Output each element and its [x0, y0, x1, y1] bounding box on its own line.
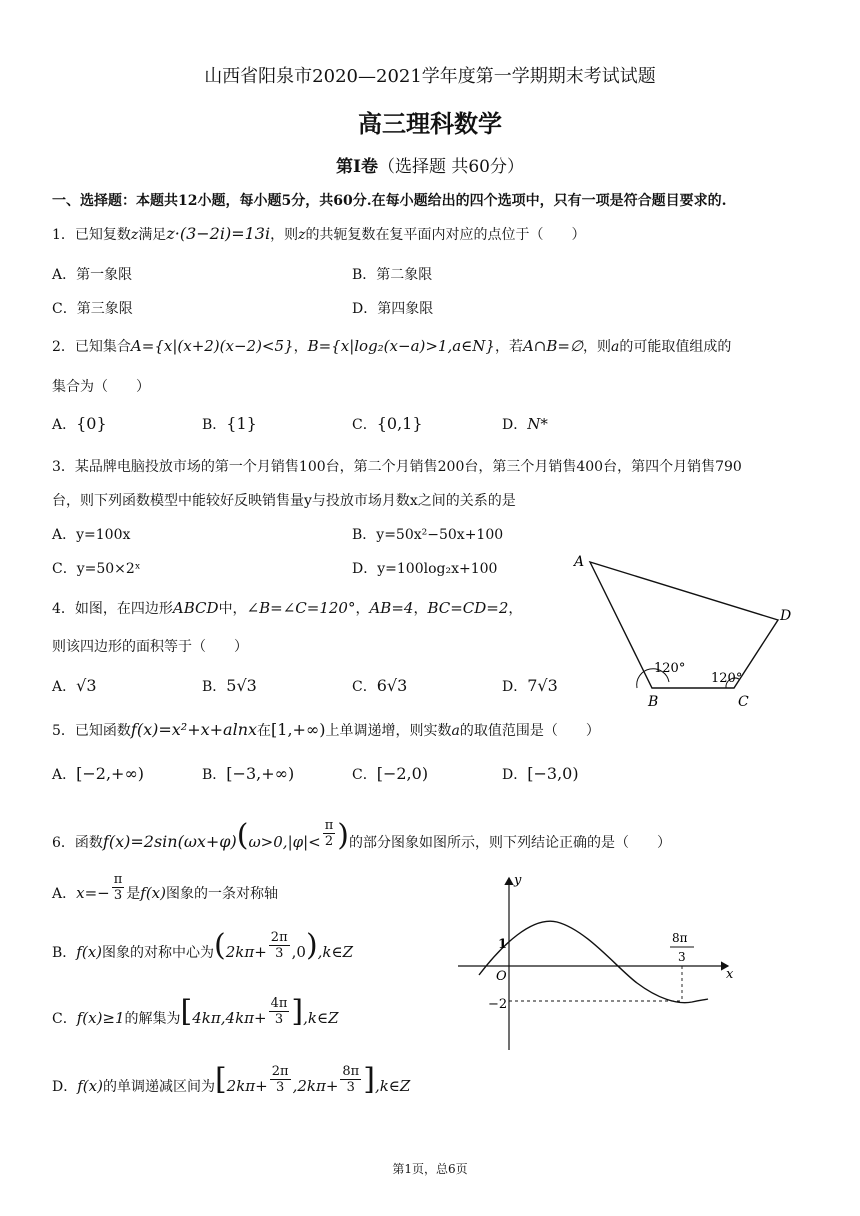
q2-option-b[interactable] — [202, 414, 257, 434]
q6-condition: ω>0,|φ|< — [248, 833, 321, 851]
q6-paren-close: ) — [337, 818, 350, 853]
option-label: C． — [52, 301, 77, 317]
q5-expression: f(x)=x²+x+alnx — [130, 720, 258, 739]
q5-option-d[interactable] — [502, 764, 579, 784]
q1-option-a[interactable] — [52, 264, 132, 284]
option-expr-c: 2kπ+ — [226, 1077, 268, 1095]
q1-text-a: 已知复数 — [74, 227, 131, 243]
q2-option-d[interactable] — [502, 414, 548, 434]
fraction-numerator: 2π — [270, 929, 288, 945]
fraction-numerator: π — [113, 872, 123, 887]
fraction-denominator: 3 — [113, 888, 123, 903]
x-mark-numerator: 8π — [672, 931, 688, 945]
fraction-denominator: 3 — [346, 1079, 355, 1095]
q1-text-d: 的共轭复数在复平面内对应的点位于（ ） — [305, 227, 586, 243]
option-text: [−3,0) — [527, 764, 579, 783]
q3-option-d[interactable] — [352, 558, 497, 578]
q4-option-b[interactable] — [202, 676, 257, 696]
option-label: D． — [352, 301, 378, 317]
q5-text-a: 已知函数 — [74, 723, 131, 739]
q2-var-a: a — [611, 339, 620, 355]
q1-number: 1． — [52, 227, 75, 243]
q5-text-c: 上单调递增，则实数 — [325, 723, 452, 739]
fraction-numerator: 8π — [342, 1063, 360, 1079]
q6-paren-open: ( — [236, 818, 249, 853]
option-label: A． — [52, 885, 77, 902]
q6-expression: f(x)=2sin(ωx+φ) — [102, 832, 237, 851]
q6-stem — [52, 810, 672, 853]
q4-option-a[interactable] — [52, 676, 97, 696]
q3-text-line1: 某品牌电脑投放市场的第一个月销售100台，第二个月销售200台，第三个月销售400台，第四个月销售790 — [74, 459, 742, 475]
q2-text-a: 已知集合 — [74, 339, 131, 355]
option-label: D． — [502, 767, 528, 783]
q1-expression: z·(3−2i)=13i — [166, 224, 271, 243]
q3-number: 3． — [52, 459, 75, 475]
q4-option-d[interactable] — [502, 676, 558, 696]
option-expr-b: f(x) — [140, 883, 166, 902]
q5-text-d: 的取值范围是（ ） — [459, 723, 600, 739]
option-expr-d: ,2kπ+ — [292, 1077, 339, 1095]
exam-title: 山西省阳泉市2020—2021学年度第一学期期末考试试题 — [204, 66, 656, 87]
bracket-open: [ — [214, 1062, 227, 1097]
option-expr-e: ,k∈Z — [303, 1009, 339, 1027]
q1-text-c: ，则 — [270, 227, 299, 243]
option-label: B． — [52, 945, 77, 961]
bracket-close: ] — [363, 1062, 375, 1097]
q2-text-c: ，则 — [583, 339, 612, 355]
q2-set-b: B={x|log₂(x−a)>1,a∈N} — [307, 337, 495, 355]
q1-var-z: z — [130, 227, 139, 243]
q6-number: 6． — [52, 835, 75, 851]
option-text: y=50×2ˣ — [76, 561, 141, 577]
x-axis-label: x — [726, 967, 734, 982]
option-label: B． — [202, 767, 227, 783]
origin-label: O — [496, 969, 507, 984]
q4-number: 4． — [52, 601, 75, 617]
option-label: B． — [202, 679, 227, 695]
option-label: C． — [352, 679, 377, 695]
q5-text-b: 在 — [257, 723, 272, 739]
option-expr-c: 2kπ+ — [225, 943, 267, 961]
q5-interval: [1,+∞) — [271, 720, 326, 739]
q4-text-b: 中， — [218, 601, 247, 617]
q5-option-a[interactable] — [52, 764, 144, 784]
option-expr-a: f(x) — [77, 1077, 103, 1095]
option-label: C． — [352, 767, 377, 783]
option-label: D． — [352, 561, 378, 577]
x-mark-denominator: 3 — [678, 950, 686, 964]
q4-quad: ABCD — [172, 599, 219, 617]
option-text: {0} — [76, 414, 107, 433]
option-label: A． — [52, 417, 77, 433]
page-footer: 第1页，总6页 — [392, 1162, 468, 1176]
option-label: C． — [52, 561, 77, 577]
q2-text-d: 的可能取值组成的 — [619, 339, 732, 355]
q3-stem-line2: 台，则下列函数模型中能较好反映销售量y与投放市场月数x之间的关系的是 — [52, 493, 516, 509]
q4-bc: BC=CD=2 — [427, 599, 509, 617]
q4-stem-line1 — [52, 598, 522, 618]
q5-number: 5． — [52, 723, 75, 739]
option-fraction — [270, 1064, 291, 1095]
y-tick-neg2: −2 — [488, 997, 508, 1012]
option-text-b: 图象的对称中心为 — [102, 945, 215, 961]
option-text: 5√3 — [226, 676, 257, 695]
q2-option-c[interactable] — [352, 414, 423, 434]
q6-fraction — [323, 818, 336, 849]
option-text: 第三象限 — [76, 301, 133, 317]
option-text-c: 图象的一条对称轴 — [166, 885, 278, 902]
q1-option-c[interactable] — [52, 298, 133, 318]
volume-heading — [0, 152, 860, 177]
option-expr-a: x=− — [76, 883, 110, 902]
q4-sep2: ， — [413, 601, 428, 617]
option-text: [−2,0) — [376, 764, 429, 783]
volume-label: 第Ⅰ卷 — [336, 157, 378, 177]
q6-option-c[interactable] — [52, 988, 339, 1027]
option-fraction-2 — [340, 1064, 361, 1095]
vertex-c-label: C — [738, 694, 749, 710]
volume-desc: （选择题 共60分） — [377, 157, 524, 177]
q1-stem — [52, 224, 585, 244]
option-fraction — [269, 930, 290, 961]
option-text: N* — [527, 415, 548, 433]
option-label: A． — [52, 679, 77, 695]
option-expr-d: ,0 — [291, 943, 306, 961]
option-label: D． — [502, 679, 528, 695]
option-label: A． — [52, 267, 77, 283]
fraction-denominator: 3 — [275, 945, 284, 961]
q3-option-b[interactable] — [352, 524, 503, 544]
option-label: D． — [52, 1079, 78, 1095]
option-text: {1} — [226, 414, 257, 433]
fraction-numerator: π — [324, 817, 334, 833]
fraction-numerator: 4π — [270, 995, 288, 1011]
q6-option-a[interactable] — [52, 872, 278, 903]
option-text-b: 的单调递减区间为 — [102, 1079, 215, 1095]
q6-option-b[interactable] — [52, 922, 353, 961]
option-text-b: 的解集为 — [124, 1011, 181, 1027]
option-label: B． — [352, 527, 377, 543]
q5-option-b[interactable] — [202, 764, 294, 784]
fraction-denominator: 3 — [274, 1011, 284, 1027]
q2-number: 2． — [52, 339, 75, 355]
vertex-b-label: B — [648, 694, 659, 710]
q2-sep: ， — [293, 339, 308, 355]
angle-b-label: 120° — [654, 661, 686, 676]
paren-open: ( — [214, 928, 226, 963]
option-label: D． — [502, 417, 528, 433]
option-text-b: 是 — [126, 885, 141, 902]
y-tick-1: 1 — [498, 937, 508, 952]
q3-stem-line1 — [52, 456, 742, 476]
fraction-numerator: 2π — [271, 1063, 289, 1079]
option-text: √3 — [76, 676, 97, 695]
q3-option-a[interactable] — [52, 524, 130, 544]
option-text: y=100log₂x+100 — [377, 561, 498, 577]
option-text: {0,1} — [376, 414, 423, 433]
q2-condition: A∩B=∅ — [522, 337, 584, 355]
option-expr-e: ,k∈Z — [374, 1077, 411, 1095]
vertex-a-label: A — [574, 554, 585, 570]
q3-option-c[interactable] — [52, 558, 141, 578]
q2-text-b: ，若 — [494, 339, 523, 355]
q4-option-c[interactable] — [352, 676, 407, 696]
q4-quadrilateral-figure — [568, 548, 798, 718]
q2-option-a[interactable] — [52, 414, 107, 434]
y-axis-label: y — [514, 873, 522, 888]
fraction-denominator: 3 — [276, 1079, 285, 1095]
option-expr-a: f(x)≥1 — [76, 1009, 125, 1027]
option-expr-a: f(x) — [76, 943, 103, 961]
option-label: C． — [352, 417, 377, 433]
option-label: A． — [52, 767, 77, 783]
q1-text-b: 满足 — [138, 227, 167, 243]
option-expr-e: ,k∈Z — [317, 943, 354, 961]
bracket-open: [ — [180, 994, 193, 1029]
option-fraction — [112, 872, 125, 903]
option-text: y=50x²−50x+100 — [376, 527, 504, 543]
option-label: A． — [52, 527, 77, 543]
q2-stem-line2: 集合为（ ） — [52, 379, 150, 395]
vertex-d-label: D — [780, 608, 792, 624]
q4-sep1: ， — [355, 601, 370, 617]
option-text: 第一象限 — [76, 267, 133, 283]
option-text: 第四象限 — [377, 301, 434, 317]
option-text: 第二象限 — [376, 267, 433, 283]
q6-sine-graph — [452, 868, 742, 1058]
paren-close: ) — [305, 928, 318, 963]
fraction-denominator: 2 — [324, 833, 334, 849]
option-text: [−2,+∞) — [76, 764, 145, 783]
option-text: 7√3 — [527, 676, 558, 695]
option-expr-c: 4kπ,4kπ+ — [192, 1009, 267, 1027]
q1-option-b[interactable] — [352, 264, 432, 284]
q2-stem-line1 — [52, 336, 731, 356]
section-instructions: 一、选择题：本题共12小题，每小题5分，共60分.在每小题给出的四个选项中，只有一项是符合题目要求的. — [52, 193, 727, 209]
q4-stem-line2: 则该四边形的面积等于（ ） — [52, 639, 248, 655]
q4-text-a: 如图，在四边形 — [74, 601, 173, 617]
option-fraction — [269, 996, 290, 1027]
option-label: B． — [202, 417, 227, 433]
angle-c-label: 120° — [711, 671, 743, 686]
q5-option-c[interactable] — [352, 764, 428, 784]
option-text: 6√3 — [376, 676, 408, 695]
subject-title: 高三理科数学 — [358, 109, 502, 138]
q4-text-c: ， — [508, 601, 523, 617]
q2-set-a: A={x|(x+2)(x−2)<5} — [130, 337, 294, 355]
q1-var-z2: z — [298, 227, 306, 243]
q6-option-d[interactable] — [52, 1056, 410, 1095]
q4-angles: ∠B=∠C=120° — [246, 599, 356, 617]
q5-var-a: a — [451, 723, 460, 739]
q4-ab: AB=4 — [369, 599, 414, 617]
option-label: B． — [352, 267, 377, 283]
q1-option-d[interactable] — [352, 298, 433, 318]
q5-stem — [52, 720, 600, 740]
option-label: C． — [52, 1011, 77, 1027]
q6-text-a: 函数 — [74, 835, 103, 851]
q6-text-b: 的部分图象如图所示，则下列结论正确的是（ ） — [349, 835, 672, 851]
bracket-close: ] — [291, 994, 304, 1029]
option-text: [−3,+∞) — [226, 764, 295, 783]
option-text: y=100x — [76, 527, 131, 543]
